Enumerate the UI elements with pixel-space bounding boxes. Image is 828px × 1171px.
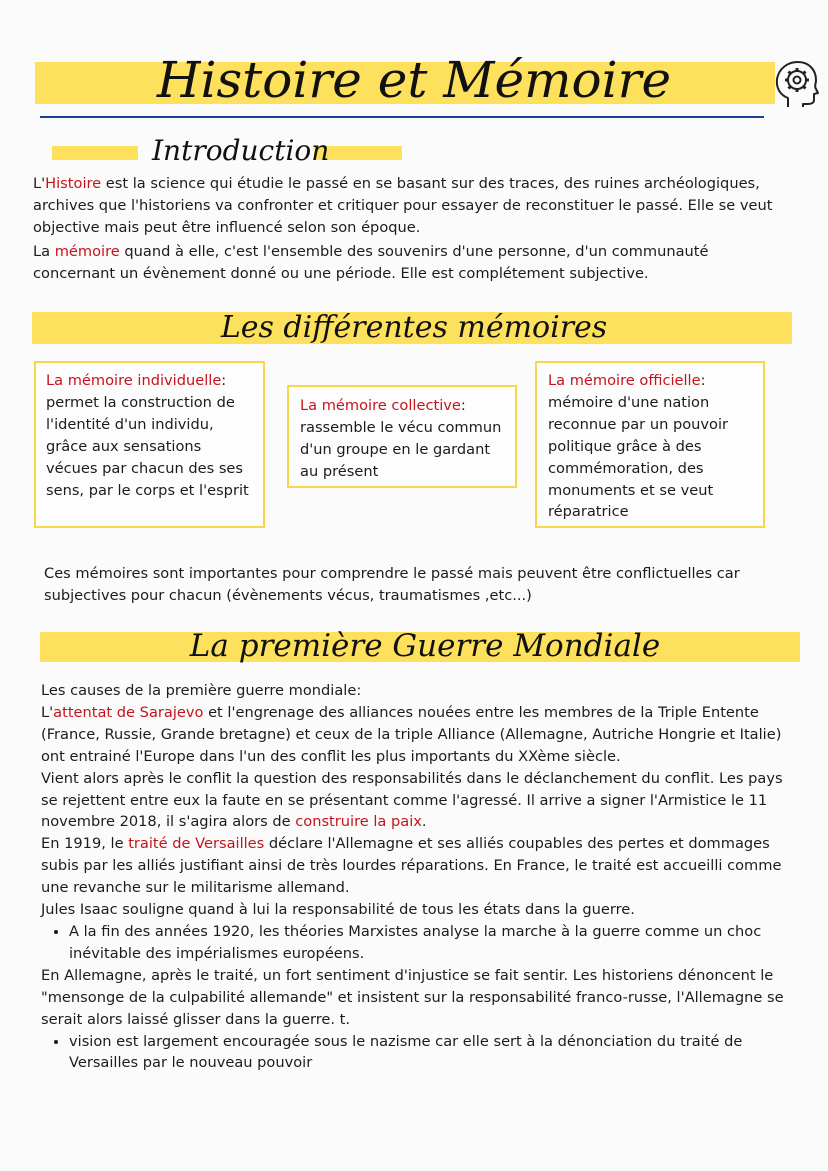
memoires-conclusion: Ces mémoires sont importantes pour comprendre le passé mais peuvent être conflictuelles car subjectives pour chacun (évènements vécus, traumatismes ,etc...): [44, 565, 740, 604]
head-gear-icon: [772, 58, 820, 110]
title-rule: [40, 116, 764, 118]
bullet-list-1: [41, 921, 798, 965]
intro-paragraph-1: L'Histoire est la science qui étudie le passé en se basant sur des traces, des ruines archéologiques, archives que l'historiens va confronter et critiquer pour essayer de reconstituer le passé. Elle se veut objective mais peut être influencé selon son époque.: [33, 175, 773, 236]
guerre-text: [41, 680, 798, 1074]
memoires-heading: Les différentes mémoires: [220, 310, 608, 345]
highlight-paix: construire la paix: [295, 813, 422, 831]
list-item: • vision est largement encouragée sous le nazisme car elle sert à la dénonciation du traité de Versailles par le nouveau pouvoir: [69, 1031, 798, 1075]
highlight-sarajevo: attentat de Sarajevo: [53, 703, 204, 721]
intro-heading: Introduction: [152, 134, 330, 167]
box-memoire-collective: La mémoire collective: rassemble le vécu commun d'un groupe en le gardant au présent: [287, 385, 517, 488]
causes-paragraph-1: L'attentat de Sarajevo et l'engrenage des alliances nouées entre les membres de la Triple Entente (France, Russie, Grande bretagne) et ceux de la triple Alliance (Allemagne, Autriche Hongrie et Italie) ont entrainé l'Europe dans l'un des conflit les plus importants du XXème siècle.: [41, 703, 782, 765]
page-title: Histoire et Mémoire: [156, 51, 672, 109]
causes-paragraph-3: En 1919, le traité de Versailles déclare l'Allemagne et ses alliés coupables des pertes et dommages subis par les alliés justifiant ainsi de très lourdes réparations. En France, le traité est accueilli comme une revanche sur le militarisme allemand.: [41, 835, 782, 897]
causes-title: Les causes de la première guerre mondiale:: [41, 682, 362, 699]
highlight-histoire: Histoire: [45, 175, 102, 192]
bullet-list-2: [41, 1031, 798, 1075]
box-memoire-individuelle: La mémoire individuelle: permet la construction de l'identité d'un individu, grâce aux sensations vécues par chacun des ses sens, par le corps et l'esprit: [34, 361, 265, 528]
causes-paragraph-4: Jules Isaac souligne quand à lui la responsabilité de tous les états dans la guerre.: [41, 901, 635, 919]
causes-paragraph-5: En Allemagne, après le traité, un fort sentiment d'injustice se fait sentir. Les historiens dénoncent le "mensonge de la culpabilité allemande" et insistent sur la responsabilité franco-russe, l'Allemagne se serait alors laissé glisser dans la guerre. t.: [41, 966, 784, 1028]
highlight-versailles: traité de Versailles: [128, 835, 265, 853]
highlight-memoire: mémoire: [54, 243, 120, 260]
box-memoire-officielle: La mémoire officielle: mémoire d'une nation reconnue par un pouvoir politique grâce à des commémoration, des monuments et se veut réparatrice: [535, 361, 765, 528]
causes-paragraph-2: Vient alors après le conflit la question des responsabilités dans le déclanchement du conflit. Les pays se rejettent entre eux la faute en se présentant comme l'agressé. Il arrive a signer l'Armistice le 11 novembre 2018, il s'agira alors de construire la paix.: [41, 769, 783, 831]
list-item: • A la fin des années 1920, les théories Marxistes analyse la marche à la guerre comme un choc inévitable des impérialismes européens.: [69, 921, 798, 965]
intro-paragraph-2: La mémoire quand à elle, c'est l'ensemble des souvenirs d'une personne, d'un communauté concernant un évènement donné ou une période. Elle est complétement subjective.: [33, 243, 709, 282]
intro-band-left: [52, 146, 138, 160]
guerre-heading: La première Guerre Mondiale: [189, 628, 661, 664]
